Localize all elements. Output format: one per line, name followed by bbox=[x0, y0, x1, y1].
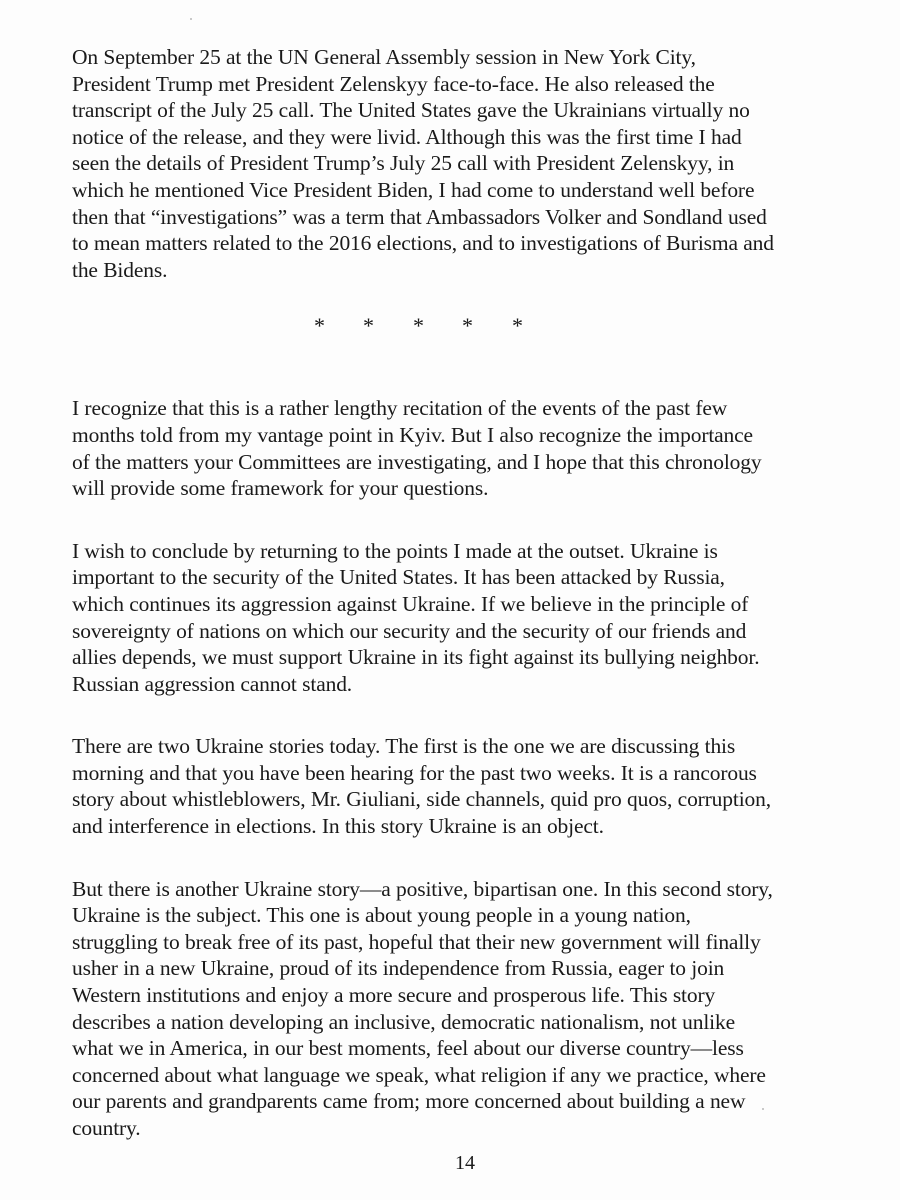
text-line: But there is another Ukraine story—a positive, bipartisan one. In this second story, bbox=[72, 876, 773, 901]
paragraph-recitation bbox=[72, 395, 862, 501]
separator-asterisk: * bbox=[413, 313, 424, 339]
text-line: which continues its aggression against Ukraine. If we believe in the principle of bbox=[72, 591, 749, 616]
text-line: notice of the release, and they were livid. Although this was the first time I had bbox=[72, 124, 742, 149]
text-line: morning and that you have been hearing for the past two weeks. It is a rancorous bbox=[72, 760, 757, 785]
text-line: country. bbox=[72, 1116, 141, 1140]
text-line: On September 25 at the UN General Assembly session in New York City, bbox=[72, 45, 696, 69]
scan-speck bbox=[190, 18, 192, 20]
text-line: important to the security of the United States. It has been attacked by Russia, bbox=[72, 565, 725, 590]
paragraph-september-25 bbox=[72, 44, 862, 283]
text-line: Russian aggression cannot stand. bbox=[72, 671, 353, 696]
text-line: concerned about what language we speak, what religion if any we practice, where bbox=[72, 1062, 766, 1087]
text-line: I recognize that this is a rather lengthy recitation of the events of the past few bbox=[72, 396, 728, 421]
separator-asterisk: * bbox=[314, 313, 325, 339]
paragraph-conclusion bbox=[72, 538, 862, 698]
text-line: describes a nation developing an inclusive, democratic nationalism, not unlike bbox=[72, 1009, 735, 1034]
text-line: Ukraine is the subject. This one is about young people in a young nation, bbox=[72, 903, 691, 928]
text-line: Western institutions and enjoy a more secure and prosperous life. This story bbox=[72, 983, 716, 1008]
text-line: struggling to break free of its past, hopeful that their new government will finally bbox=[72, 929, 761, 954]
text-line: transcript of the July 25 call. The United States gave the Ukrainians virtually no bbox=[72, 98, 750, 123]
text-line: and interference in elections. In this story Ukraine is an object. bbox=[72, 814, 604, 839]
text-line: seen the details of President Trump’s July 25 call with President Zelenskyy, in bbox=[72, 151, 735, 176]
separator-asterisk: * bbox=[462, 313, 473, 339]
text-line: will provide some framework for your questions. bbox=[72, 476, 489, 501]
text-line: our parents and grandparents came from; more concerned about building a new bbox=[72, 1089, 746, 1114]
text-line: which he mentioned Vice President Biden, I had come to understand well before bbox=[72, 177, 755, 202]
page-number: 14 bbox=[455, 1152, 475, 1174]
separator-asterisk: * bbox=[512, 313, 523, 339]
section-separator bbox=[72, 311, 862, 395]
text-line: President Trump met President Zelenskyy face-to-face. He also released the bbox=[72, 71, 715, 96]
paragraph-two-stories bbox=[72, 733, 862, 839]
text-line: to mean matters related to the 2016 elections, and to investigations of Burisma and bbox=[72, 231, 774, 256]
text-line: There are two Ukraine stories today. The first is the one we are discussing this bbox=[72, 734, 736, 759]
text-line: I wish to conclude by returning to the points I made at the outset. Ukraine is bbox=[72, 538, 718, 563]
paragraph-another-story bbox=[72, 876, 862, 1142]
text-line: of the matters your Committees are investigating, and I hope that this chronology bbox=[72, 449, 762, 474]
text-line: story about whistleblowers, Mr. Giuliani, side channels, quid pro quos, corruption, bbox=[72, 787, 771, 812]
text-line: usher in a new Ukraine, proud of its independence from Russia, eager to join bbox=[72, 956, 725, 981]
separator-asterisk: * bbox=[363, 313, 374, 339]
text-line: then that “investigations” was a term that Ambassadors Volker and Sondland used bbox=[72, 204, 767, 229]
text-line: allies depends, we must support Ukraine in its fight against its bullying neighbor. bbox=[72, 645, 760, 670]
text-line: the Bidens. bbox=[72, 257, 168, 282]
document-body bbox=[72, 44, 862, 1178]
text-line: sovereignty of nations on which our security and the security of our friends and bbox=[72, 618, 747, 643]
text-line: what we in America, in our best moments, feel about our diverse country—less bbox=[72, 1036, 744, 1061]
text-line: months told from my vantage point in Kyiv. But I also recognize the importance bbox=[72, 422, 753, 447]
